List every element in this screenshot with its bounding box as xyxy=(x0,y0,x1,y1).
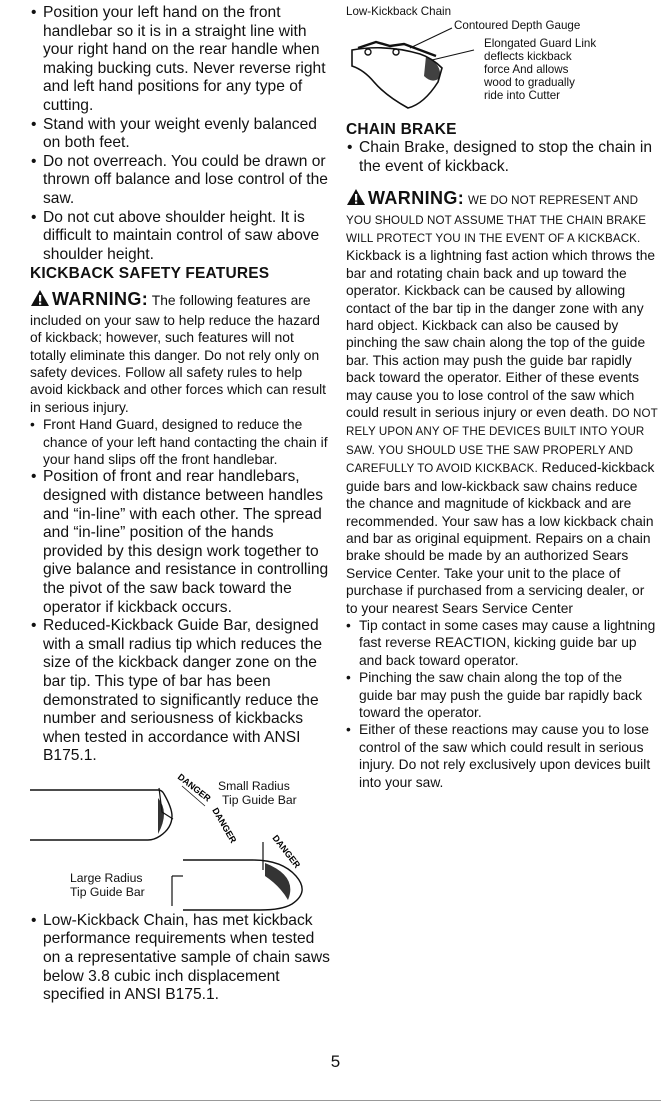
guard-link-label: wood to gradually xyxy=(484,76,575,89)
list-item: • Do not overreach. You could be drawn or thrown off balance and lose control of the saw. xyxy=(30,153,330,209)
warning-label: WARNING: xyxy=(368,188,465,209)
list-item: • Position of front and rear handlebars, designed with distance between handles and “in-line” with each other. The spread and “in-line” position of the hands provided by this design work together to give balance and resistance in controlling the pivot of the saw back toward the operator if kickback occurs. xyxy=(30,468,330,617)
bottom-rule xyxy=(30,1100,661,1101)
svg-text:DANGER: DANGER xyxy=(210,805,239,845)
list-item: • Tip contact in some cases may cause a lightning fast reverse REACTION, kicking guide bar up and back toward operator. xyxy=(346,617,658,669)
low-kickback-chain-figure xyxy=(346,4,658,120)
guard-link-label: Elongated Guard Link xyxy=(484,37,597,50)
warning-caps-text: DO NOT RELY UPON ANY OF THE DEVICES BUILT INTO YOUR SAW. YOU SHOULD USE THE SAW PROPERLY AND CAREFULLY TO AVOID KICKBACK. xyxy=(346,407,658,476)
svg-text:DANGER: DANGER xyxy=(270,832,303,870)
warning-icon xyxy=(346,188,366,210)
list-item: • Stand with your weight evenly balanced on both feet. xyxy=(30,116,330,153)
guide-bar-figure xyxy=(30,772,330,912)
warning-text: The following features are included on your saw to help reduce the hazard of kickback; however, such features will not totally eliminate this danger. Do not rely only on safety devices. Follow all safety rules to help avoid kickback and other forces which can result in serious injury. xyxy=(30,293,327,415)
kickback-safety-heading: KICKBACK SAFETY FEATURES xyxy=(30,265,270,283)
list-item: • Position your left hand on the front handlebar so it is in a straight line with your right hand on the rear handle when making bucking cuts. Never reverse right and left hand positions for any type of cutting. xyxy=(30,4,330,116)
list-item: • Either of these reactions may cause you to lose control of the saw which could result in serious injury. Do not rely exclusively upon devices built into your saw. xyxy=(346,721,658,791)
depth-gauge-label: Contoured Depth Gauge xyxy=(454,19,581,32)
list-item: • Chain Brake, designed to stop the chain in the event of kickback. xyxy=(346,139,658,176)
warning-caps-text: WE DO NOT REPRESENT AND YOU SHOULD NOT ASSUME THAT THE CHAIN BRAKE WILL PROTECT YOU IN THE EVENT OF A KICKBACK. xyxy=(346,194,647,245)
right-column xyxy=(346,4,658,791)
large-radius-label: Tip Guide Bar xyxy=(70,884,145,899)
large-radius-label: Large Radius xyxy=(70,870,143,885)
list-item: • Low-Kickback Chain, has met kickback performance requirements when tested on a representative sample of chain saws below 3.8 cubic inch displacement specified in ANSI B175.1. xyxy=(30,912,330,1005)
chain-brake-warning-paragraph xyxy=(346,188,658,617)
svg-text:DANGER: DANGER xyxy=(175,771,213,804)
chain-figure-title: Low-Kickback Chain xyxy=(346,5,452,18)
warning-text: Kickback is a lightning fast action which throws the bar and rotating chain back and up toward the operator. Kickback can be caused by allowing contact of the bar tip in the danger zone with any hard object. Kickback can also be caused by pinching the saw chain along the top of the guide bar. This action may push the guide bar rapidly back toward the operator. Either of these events may cause you to lose control of the saw which could result in serious injury or even death. xyxy=(346,248,656,421)
list-item: • Pinching the saw chain along the top of the guide bar may push the guide bar rapidly back toward the operator. xyxy=(346,669,658,721)
kickback-warning-paragraph xyxy=(30,289,330,416)
guard-link-label: deflects kickback xyxy=(484,50,572,63)
left-column xyxy=(30,4,330,1005)
chain-brake-heading: CHAIN BRAKE xyxy=(346,121,457,138)
list-item: • Reduced-Kickback Guide Bar, designed with a small radius tip which reduces the size of the kickback danger zone on the bar tip. This type of bar has been demonstrated to significantly reduce the number and seriousness of kickbacks when tested in accordance with ANSI B175.1. xyxy=(30,617,330,766)
page-number: 5 xyxy=(330,1052,341,1071)
guard-link-label: ride into Cutter xyxy=(484,89,561,102)
small-radius-label: Tip Guide Bar xyxy=(222,792,297,807)
warning-icon xyxy=(30,289,50,311)
warning-label: WARNING: xyxy=(52,289,149,310)
warning-text: Reduced-kickback guide bars and low-kickback saw chains reduce the chance and magnitude of kickback and are recommended. Your saw has a low kickback chain and bar as original equipment. Repairs on a chain brake should be made by an authorized Sears Service Center. Take your unit to the place of purchase if purchased from a servicing dealer, or to your nearest Sears Service Center xyxy=(346,460,655,616)
list-item: • Do not cut above shoulder height. It is difficult to maintain control of saw above shoulder height. xyxy=(30,209,330,265)
guard-link-label: force And allows xyxy=(484,63,569,76)
list-item: • Front Hand Guard, designed to reduce the chance of your left hand contacting the chain if your hand slips off the front handlebar. xyxy=(30,416,330,468)
small-radius-label: Small Radius xyxy=(218,778,290,793)
